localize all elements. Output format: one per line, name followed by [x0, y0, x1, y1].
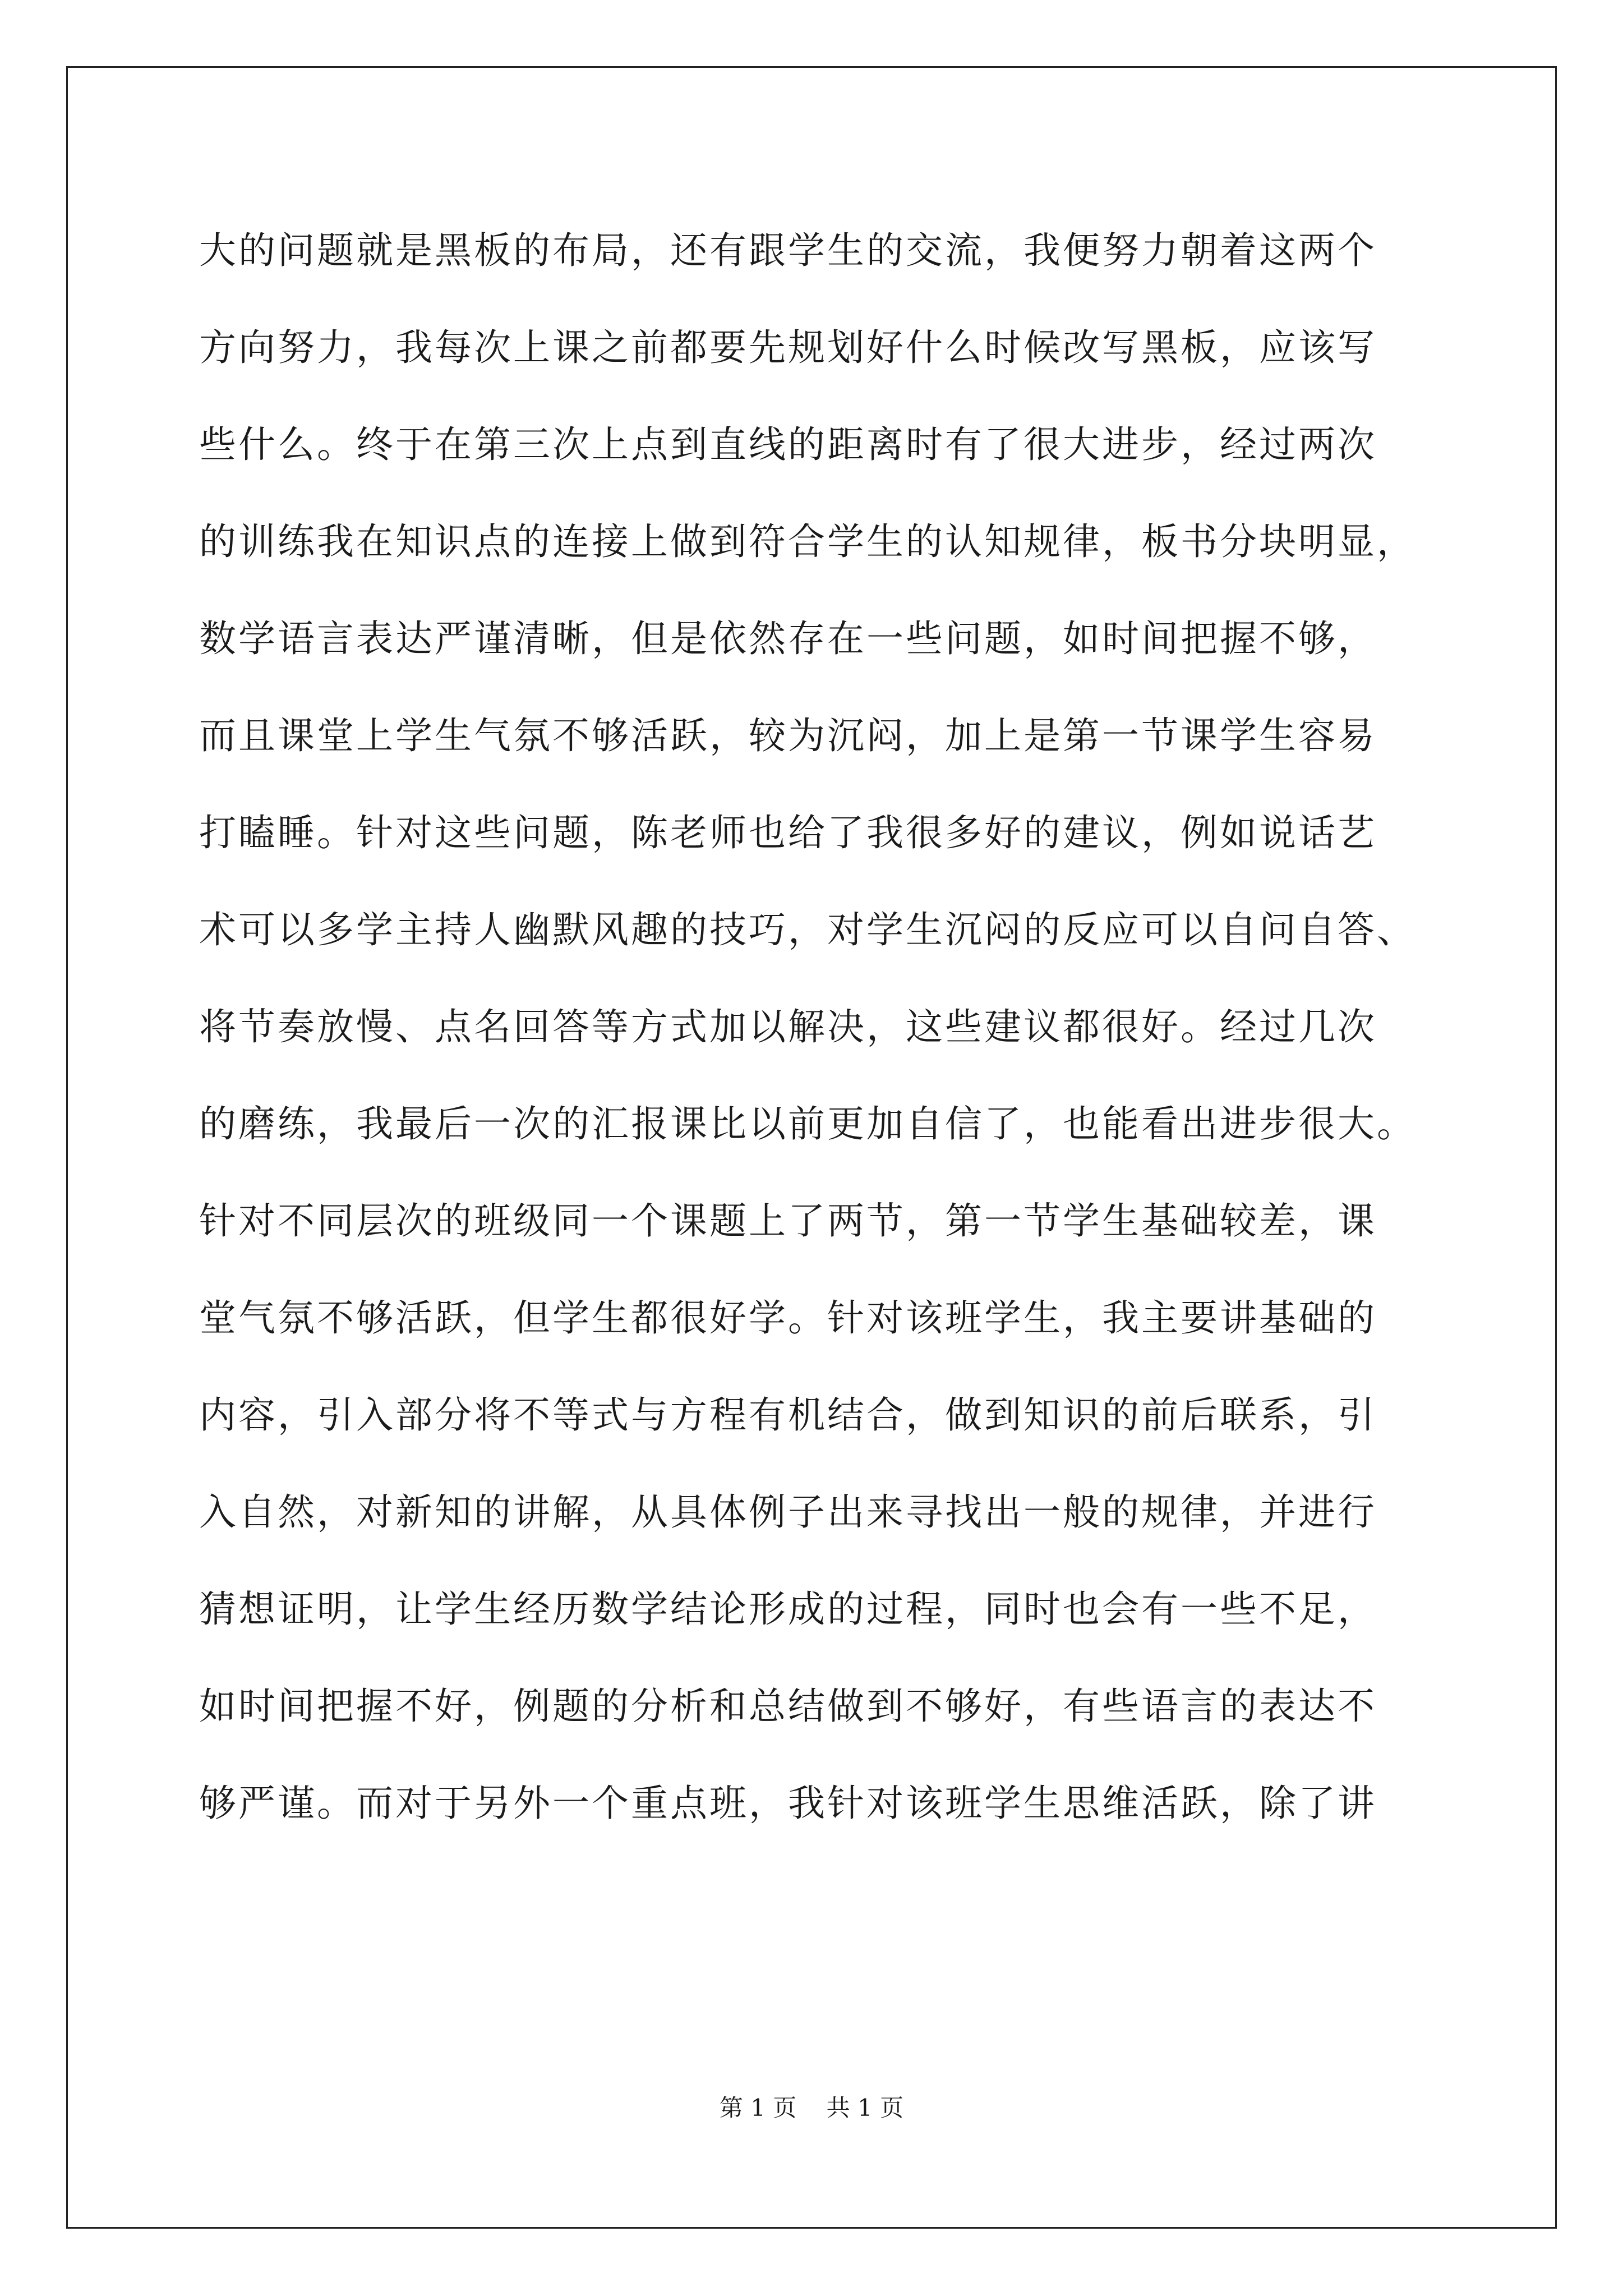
text-line: 些什么。终于在第三次上点到直线的距离时有了很大进步，经过两次: [199, 423, 1377, 466]
text-line: 够严谨。而对于另外一个重点班，我针对该班学生思维活跃，除了讲: [199, 1782, 1377, 1825]
text-line: 将节奏放慢、点名回答等方式加以解决，这些建议都很好。经过几次: [199, 1005, 1377, 1048]
text-line: 方向努力，我每次上课之前都要先规划好什么时候改写黑板，应该写: [199, 326, 1377, 369]
text-line: 的训练我在知识点的连接上做到符合学生的认知规律，板书分块明显，: [199, 520, 1416, 563]
page-footer: [0, 2090, 1623, 2123]
page-total: 共 1 页: [826, 2094, 904, 2122]
text-line: 猜想证明，让学生经历数学结论形成的过程，同时也会有一些不足，: [199, 1588, 1377, 1631]
page-number: 第 1 页: [719, 2094, 797, 2122]
text-line: 而且课堂上学生气氛不够活跃，较为沉闷，加上是第一节课学生容易: [199, 714, 1377, 757]
text-line: 的磨练，我最后一次的汇报课比以前更加自信了，也能看出进步很大。: [199, 1102, 1416, 1145]
document-body: [199, 202, 1433, 1852]
text-line: 术可以多学主持人幽默风趣的技巧，对学生沉闷的反应可以自问自答、: [199, 908, 1416, 951]
text-line: 入自然，对新知的讲解，从具体例子出来寻找出一般的规律，并进行: [199, 1490, 1377, 1534]
text-line: 如时间把握不好，例题的分析和总结做到不够好，有些语言的表达不: [199, 1685, 1377, 1728]
text-line: 堂气氛不够活跃，但学生都很好学。针对该班学生，我主要讲基础的: [199, 1296, 1377, 1340]
text-line: 数学语言表达严谨清晰，但是依然存在一些问题，如时间把握不够，: [199, 617, 1377, 660]
text-line: 大的问题就是黑板的布局，还有跟学生的交流，我便努力朝着这两个: [199, 229, 1377, 272]
text-line: 打瞌睡。针对这些问题，陈老师也给了我很多好的建议，例如说话艺: [199, 811, 1377, 854]
text-line: 针对不同层次的班级同一个课题上了两节，第一节学生基础较差，课: [199, 1199, 1377, 1243]
text-line: 内容，引入部分将不等式与方程有机结合，做到知识的前后联系，引: [199, 1393, 1377, 1437]
